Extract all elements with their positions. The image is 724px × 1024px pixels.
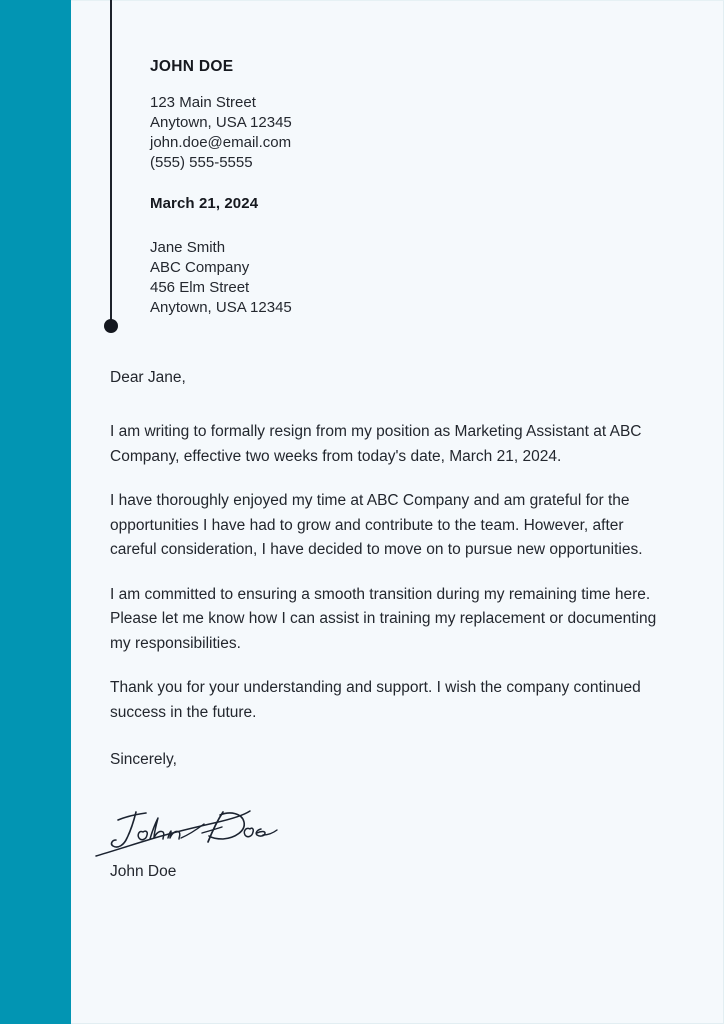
sender-email: john.doe@email.com [150,133,292,151]
closing-salutation: Sincerely, [110,751,177,768]
sender-address-line-1: 123 Main Street [150,93,256,111]
handwritten-signature-icon [92,802,292,864]
body-paragraph-4: Thank you for your understanding and support. I wish the company continued success in the future. [110,679,641,721]
recipient-street: 456 Elm Street [150,279,250,296]
body-paragraph-2: I have thoroughly enjoyed my time at ABC Company and am grateful for the opportunities I have had to grow and contribute to the team. However, after careful consideration, I have decided to move on to pursue new opportunities. [110,492,643,558]
sender-address-line-2: Anytown, USA 12345 [150,113,292,131]
sender-name: JOHN DOE [150,58,234,75]
recipient-name: Jane Smith [150,239,226,256]
recipient-company: ABC Company [150,259,250,276]
salutation: Dear Jane, [110,369,186,386]
sender-phone: (555) 555-5555 [150,153,253,171]
body-paragraph-1: I am writing to formally resign from my position as Marketing Assistant at ABC Company, effective two weeks from today's date, March 21, 2024. [110,423,642,465]
signature-typed-name: John Doe [110,863,177,880]
accent-bar [0,0,71,1024]
body-paragraph-3: I am committed to ensuring a smooth transition during my remaining time here. Please let me know how I can assist in training my replacement or documenting my responsibilities. [110,585,657,652]
letter-date: March 21, 2024 [150,195,259,212]
sender-contact-block [150,93,580,173]
vertical-rule-decoration [110,0,112,322]
vertical-rule-dot-icon [104,319,118,333]
letter-body [110,366,672,772]
letterhead-block [150,58,580,173]
recipient-block [150,238,292,318]
recipient-city-state-zip: Anytown, USA 12345 [150,299,292,316]
